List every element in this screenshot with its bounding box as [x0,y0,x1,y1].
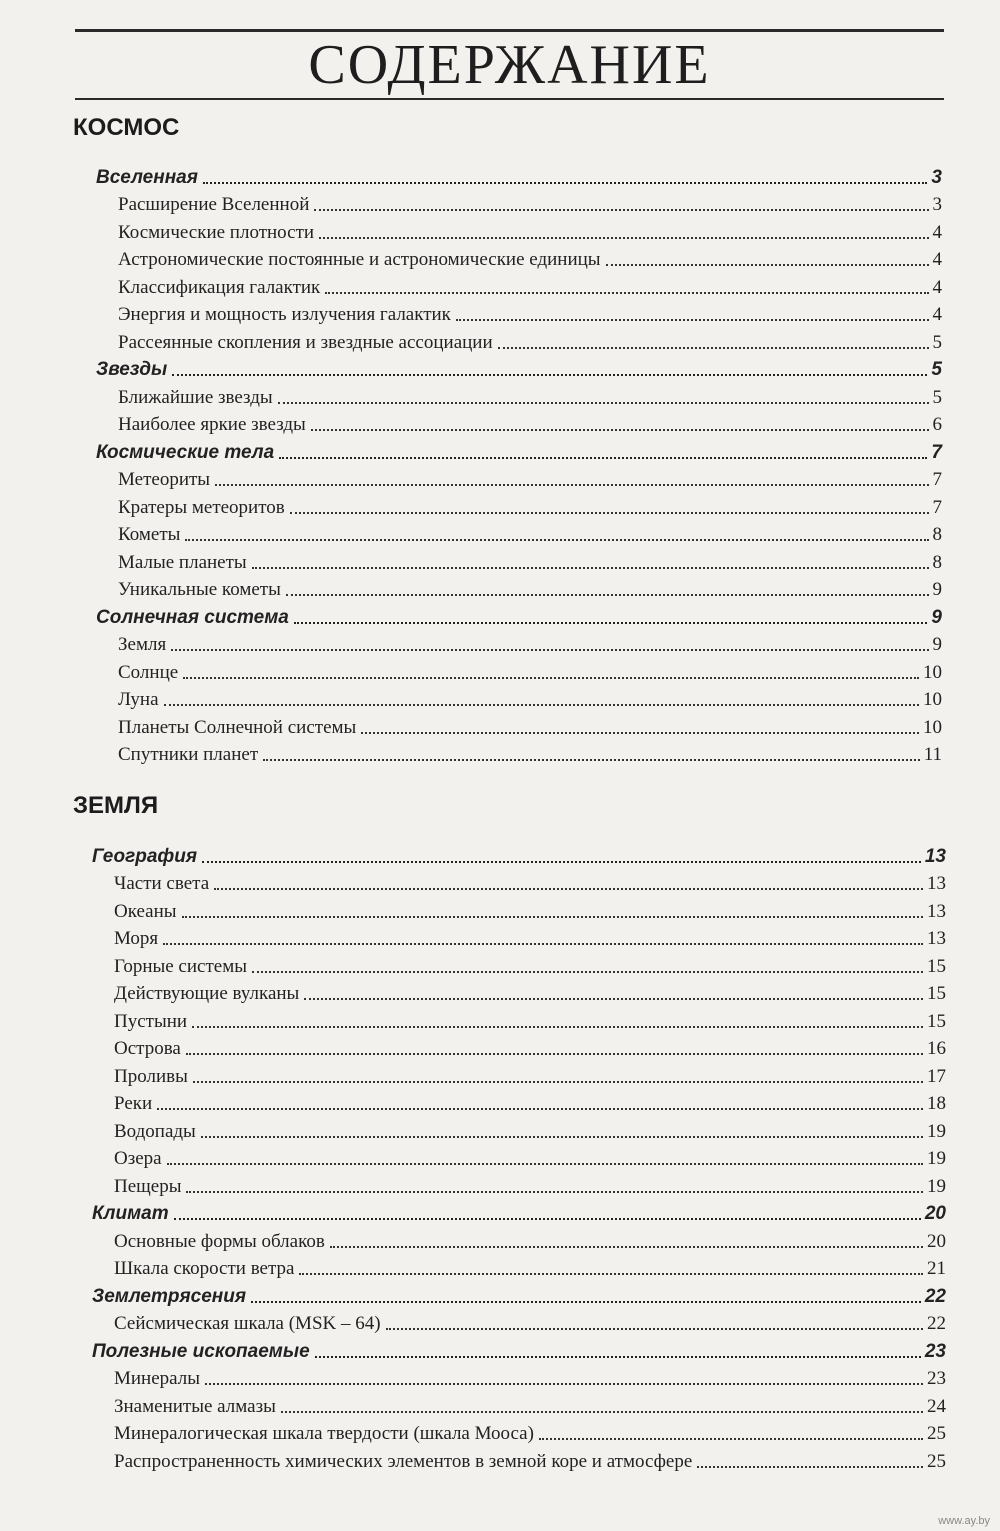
toc-entry-label: Озера [114,1148,162,1169]
page-number: 19 [927,1175,946,1197]
toc-entry [96,574,942,602]
toc-group-title: Землетрясения [92,1285,247,1307]
title-underline [75,98,944,100]
dot-leader [185,539,928,541]
toc-entry [92,868,946,896]
page-number: 4 [932,221,942,243]
page-title: СОДЕРЖАНИЕ [308,34,711,96]
section-title-kosmos: КОСМОС [73,114,180,141]
toc-entry [92,1170,946,1198]
toc-entry [96,684,942,712]
dot-leader [193,1081,923,1083]
toc-entry-label: Действующие вулканы [114,983,300,1004]
toc-entry [92,1033,946,1061]
dot-leader [183,677,919,679]
toc-entry-label: Проливы [114,1065,188,1087]
dot-leader [192,1026,923,1028]
page-number: 15 [927,983,946,1004]
dot-leader [186,1191,923,1193]
page-number: 5 [932,386,942,408]
toc-entry [92,1143,946,1171]
page-number: 8 [932,551,942,573]
page-number: 19 [927,1148,946,1169]
toc-entry [92,1363,946,1391]
toc-entry [96,271,942,299]
dot-leader [214,888,923,890]
toc-entry-label: Спутники планет [118,744,259,765]
dot-leader [361,732,919,734]
dot-leader [314,209,928,211]
page-number: 23 [924,1340,946,1362]
toc-entry [96,381,942,409]
dot-leader [311,429,929,431]
toc-entry [92,1390,946,1418]
toc-entry [92,1115,946,1143]
dot-leader [201,1136,923,1138]
toc-entry-label: Минералогическая шкала твердости (шкала Мооса) [114,1423,534,1444]
toc-entry-label: Сейсмическая шкала (MSK – 64) [114,1313,381,1334]
page-number: 5 [931,359,942,380]
toc-entry-label: Солнце [118,661,179,683]
page-number: 10 [923,661,942,683]
toc-group-title: Вселенная [96,166,198,188]
toc-entry-label: Уникальные кометы [118,579,281,600]
toc-group-heading [96,161,942,189]
toc-group-heading [92,1335,946,1363]
toc-entry-label: Космические плотности [118,221,315,243]
toc-entry [96,326,942,354]
toc-zemlya [92,840,946,1473]
toc-entry-label: Шкала скорости ветра [114,1258,295,1279]
toc-entry [96,216,942,244]
toc-entry [92,1253,946,1281]
toc-group-title: Климат [92,1203,169,1224]
dot-leader [171,649,928,651]
dot-leader [539,1438,923,1440]
page-number: 6 [932,414,942,435]
dot-leader [157,1108,923,1110]
toc-entry-label: Энергия и мощность излучения галактик [118,304,451,325]
toc-entry [92,923,946,951]
toc-entry-label: Знаменитые алмазы [114,1395,276,1417]
toc-entry-label: Пещеры [114,1175,182,1197]
page-number: 9 [931,606,942,628]
toc-entry [96,409,942,437]
dot-leader [498,347,929,349]
toc-entry-label: Ближайшие звезды [118,386,273,408]
dot-leader [281,1411,923,1413]
dot-leader [163,943,923,945]
toc-group-heading [92,1198,946,1226]
toc-entry-label: Реки [114,1093,153,1114]
toc-group-title: Солнечная система [96,606,289,628]
top-rule [75,29,944,32]
dot-leader [263,759,920,761]
page-number: 10 [923,716,942,738]
toc-entry [92,1225,946,1253]
page-number: 4 [932,276,942,298]
toc-entry-label: Рассеянные скопления и звездные ассоциации [118,331,493,353]
toc-entry [92,895,946,923]
toc-entry [92,1308,946,1336]
toc-group-heading [92,840,946,868]
toc-entry [92,1060,946,1088]
toc-entry [92,950,946,978]
page-number: 15 [927,1010,946,1032]
dot-leader [319,237,928,239]
toc-kosmos [96,161,942,766]
page-number: 9 [932,579,942,600]
toc-group-heading [92,1280,946,1308]
toc-entry [96,656,942,684]
toc-entry [96,546,942,574]
dot-leader [167,1163,923,1165]
dot-leader [205,1383,923,1385]
toc-entry-label: Малые планеты [118,551,247,573]
dot-leader [252,971,923,973]
toc-entry-label: Острова [114,1038,181,1059]
toc-entry-label: Распространенность химических элементов в земной коре и атмосфере [114,1450,693,1472]
page-number: 22 [927,1313,946,1334]
dot-leader [386,1328,923,1330]
page-number: 8 [932,524,942,545]
page-number: 9 [932,634,942,655]
page-number: 19 [927,1120,946,1142]
dot-leader [186,1053,923,1055]
toc-entry-label: Кратеры метеоритов [118,496,285,518]
dot-leader [278,402,929,404]
toc-group-heading [96,436,942,464]
toc-entry-label: Классификация галактик [118,276,321,298]
dot-leader [697,1466,923,1468]
page-number: 4 [932,249,942,270]
page-number: 3 [931,166,942,188]
dot-leader [252,567,929,569]
dot-leader [172,374,927,376]
page-number: 22 [924,1285,946,1307]
toc-entry-label: Океаны [114,900,177,922]
page-number: 4 [932,304,942,325]
page-number: 13 [927,873,946,894]
dot-leader [174,1218,921,1220]
page-number: 13 [924,845,946,867]
dot-leader [202,861,921,863]
page-number: 23 [927,1368,946,1389]
toc-entry [92,1088,946,1116]
toc-entry [96,464,942,492]
page-number: 11 [923,744,942,765]
page-number: 21 [927,1258,946,1279]
section-title-zemlya: ЗЕМЛЯ [73,792,159,819]
toc-entry-label: Метеориты [118,469,211,490]
toc-entry-label: Части света [114,873,210,894]
page-number: 7 [932,496,942,518]
toc-group-title: Космические тела [96,441,275,463]
page-number: 3 [932,194,942,215]
dot-leader [215,484,928,486]
toc-entry [92,1005,946,1033]
dot-leader [164,704,919,706]
toc-entry-label: Наиболее яркие звезды [118,414,306,435]
dot-leader [182,916,923,918]
page-number: 17 [927,1065,946,1087]
toc-entry-label: Кометы [118,524,181,545]
toc-entry-label: Водопады [114,1120,196,1142]
toc-entry [96,711,942,739]
toc-group-title: Звезды [96,359,168,380]
watermark: www.ay.by [938,1515,990,1527]
toc-entry-label: Земля [118,634,167,655]
toc-entry-label: Основные формы облаков [114,1230,325,1252]
dot-leader [294,622,928,624]
page-number: 10 [923,689,942,710]
page-number: 20 [927,1230,946,1252]
toc-group-heading [96,601,942,629]
dot-leader [456,319,929,321]
page-number: 25 [927,1423,946,1444]
toc-entry-label: Луна [118,689,159,710]
toc-entry [96,244,942,272]
toc-group-title: Полезные ископаемые [92,1340,310,1362]
toc-entry [96,189,942,217]
dot-leader [304,998,923,1000]
dot-leader [203,182,927,184]
toc-entry-label: Минералы [114,1368,201,1389]
toc-entry [96,299,942,327]
toc-entry-label: Пустыни [114,1010,188,1032]
page-number: 16 [927,1038,946,1059]
toc-entry [96,629,942,657]
dot-leader [315,1356,921,1358]
toc-entry-label: Горные системы [114,955,247,977]
page-number: 5 [932,331,942,353]
dot-leader [330,1246,923,1248]
toc-group-title: География [92,845,198,867]
toc-entry [92,1418,946,1446]
page-number: 20 [924,1203,946,1224]
dot-leader [251,1301,921,1303]
dot-leader [299,1273,923,1275]
toc-entry [96,519,942,547]
toc-entry-label: Расширение Вселенной [118,194,310,215]
dot-leader [290,512,929,514]
page-number: 7 [932,469,942,490]
toc-group-heading [96,354,942,382]
toc-entry-label: Моря [114,928,159,949]
page-number: 15 [927,955,946,977]
page-number: 13 [927,928,946,949]
toc-entry [96,491,942,519]
toc-entry [92,978,946,1006]
page-number: 13 [927,900,946,922]
page-number: 18 [927,1093,946,1114]
dot-leader [325,292,928,294]
toc-entry [92,1445,946,1473]
toc-entry [96,739,942,767]
page-number: 25 [927,1450,946,1472]
page-number: 7 [931,441,942,463]
toc-entry-label: Астрономические постоянные и астрономические единицы [118,249,601,270]
dot-leader [606,264,929,266]
toc-entry-label: Планеты Солнечной системы [118,716,357,738]
dot-leader [279,457,927,459]
page-number: 24 [927,1395,946,1417]
dot-leader [286,594,929,596]
